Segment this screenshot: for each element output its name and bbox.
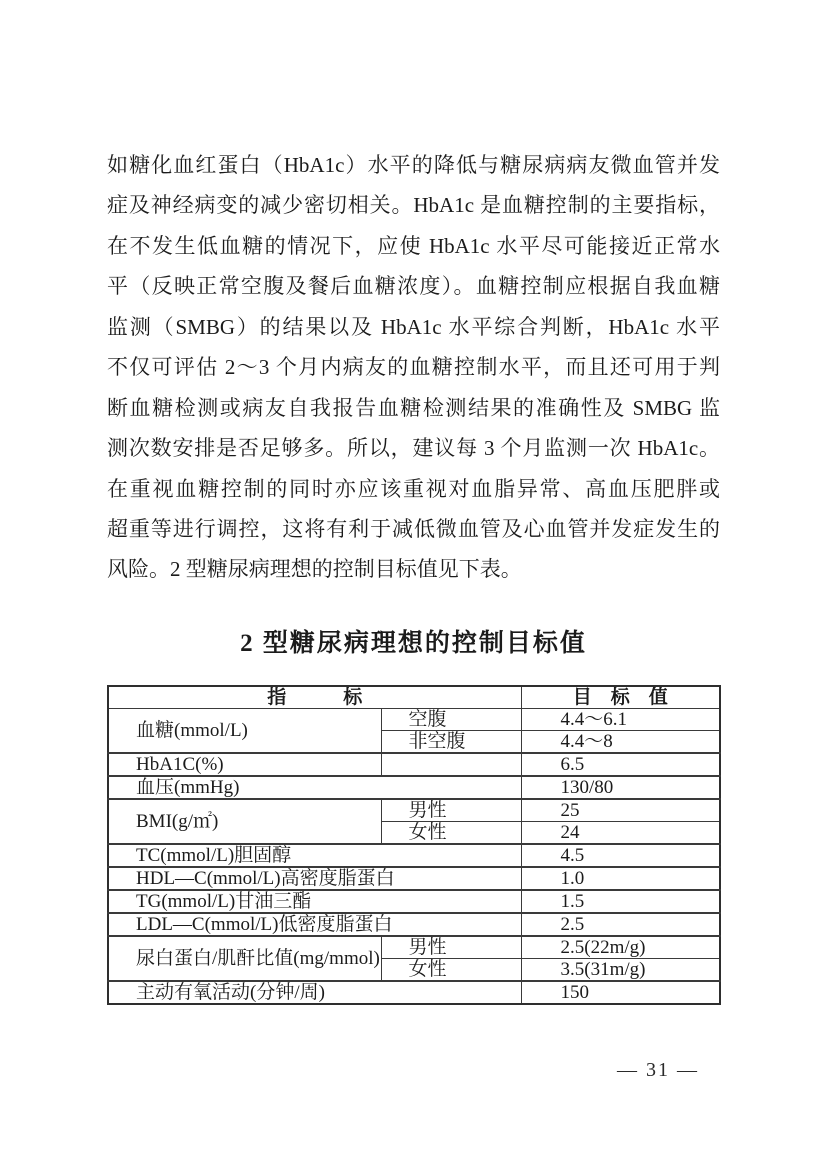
sub-label-cell: 女性 bbox=[381, 959, 521, 982]
value-cell: 2.5 bbox=[521, 913, 720, 936]
indicator-cell: BMI(g/㎡) bbox=[108, 799, 381, 844]
indicator-cell: HDL—C(mmol/L)高密度脂蛋白 bbox=[108, 867, 521, 890]
table-row bbox=[108, 844, 720, 867]
sub-label-cell: 男性 bbox=[381, 936, 521, 959]
table-header-row bbox=[108, 686, 720, 709]
table-row bbox=[108, 799, 720, 822]
value-cell: 2.5(22m/g) bbox=[521, 936, 720, 959]
value-cell: 1.0 bbox=[521, 867, 720, 890]
table-title: 2 型糖尿病理想的控制目标值 bbox=[240, 630, 587, 657]
indicator-cell: 主动有氧活动(分钟/周) bbox=[108, 981, 521, 1004]
paragraph-line: 超重等进行调控，这将有利于减低微血管及心血管并发症发生的 bbox=[107, 516, 720, 541]
table-row bbox=[108, 890, 720, 913]
table-row bbox=[108, 753, 720, 776]
table-row bbox=[108, 936, 720, 959]
paragraph-line: 风险。2 型糖尿病理想的控制目标值见下表。 bbox=[107, 557, 522, 582]
value-cell: 150 bbox=[521, 981, 720, 1004]
sub-label-cell: 空腹 bbox=[381, 709, 521, 731]
header-indicator: 指 标 bbox=[108, 686, 521, 709]
header-target-value: 目 标 值 bbox=[521, 686, 720, 709]
sub-label-cell: 男性 bbox=[381, 799, 521, 822]
value-cell: 3.5(31m/g) bbox=[521, 959, 720, 982]
paragraph-line: 平（反映正常空腹及餐后血糖浓度）。血糖控制应根据自我血糖 bbox=[107, 274, 720, 299]
paragraph-line: 测次数安排是否足够多。所以，建议每 3 个月监测一次 HbA1c。 bbox=[107, 436, 720, 461]
value-cell: 25 bbox=[521, 799, 720, 822]
table-row bbox=[108, 776, 720, 799]
indicator-cell: 血糖(mmol/L) bbox=[108, 709, 381, 754]
value-cell: 4.4～8 bbox=[521, 731, 720, 754]
targets-table bbox=[107, 685, 721, 1005]
table-row bbox=[108, 867, 720, 890]
paragraph-line: 不仅可评估 2～3 个月内病友的血糖控制水平，而且还可用于判 bbox=[107, 355, 720, 380]
value-cell: 4.4～6.1 bbox=[521, 709, 720, 731]
sub-label-cell: 女性 bbox=[381, 822, 521, 845]
paragraph-line: 断血糖检测或病友自我报告血糖检测结果的准确性及 SMBG 监 bbox=[107, 395, 720, 420]
table-row bbox=[108, 913, 720, 936]
value-cell: 130/80 bbox=[521, 776, 720, 799]
paragraph-line: 如糖化血红蛋白（HbA1c）水平的降低与糖尿病病友微血管并发 bbox=[107, 153, 720, 177]
paragraph-line: 症及神经病变的减少密切相关。HbA1c 是血糖控制的主要指标， bbox=[107, 193, 720, 218]
indicator-cell: LDL—C(mmol/L)低密度脂蛋白 bbox=[108, 913, 521, 936]
value-cell: 4.5 bbox=[521, 844, 720, 867]
indicator-cell: 尿白蛋白/肌酐比值(mg/mmol) bbox=[108, 936, 381, 981]
sub-label-cell bbox=[381, 753, 521, 776]
sub-label-cell: 非空腹 bbox=[381, 731, 521, 754]
indicator-cell: TC(mmol/L)胆固醇 bbox=[108, 844, 521, 867]
value-cell: 24 bbox=[521, 822, 720, 845]
paragraph-line: 在重视血糖控制的同时亦应该重视对血脂异常、高血压肥胖或 bbox=[107, 476, 720, 501]
body-paragraph bbox=[107, 145, 720, 590]
value-cell: 6.5 bbox=[521, 753, 720, 776]
indicator-cell: TG(mmol/L)甘油三酯 bbox=[108, 890, 521, 913]
page-number: — 31 — bbox=[617, 1059, 699, 1081]
value-cell: 1.5 bbox=[521, 890, 720, 913]
paragraph-line: 在不发生低血糖的情况下，应使 HbA1c 水平尽可能接近正常水 bbox=[107, 233, 720, 258]
indicator-cell: 血压(mmHg) bbox=[108, 776, 521, 799]
indicator-cell: HbA1C(%) bbox=[108, 753, 381, 776]
table-row bbox=[108, 709, 720, 731]
table-row bbox=[108, 981, 720, 1004]
paragraph-line: 监测（SMBG）的结果以及 HbA1c 水平综合判断，HbA1c 水平 bbox=[107, 314, 720, 339]
